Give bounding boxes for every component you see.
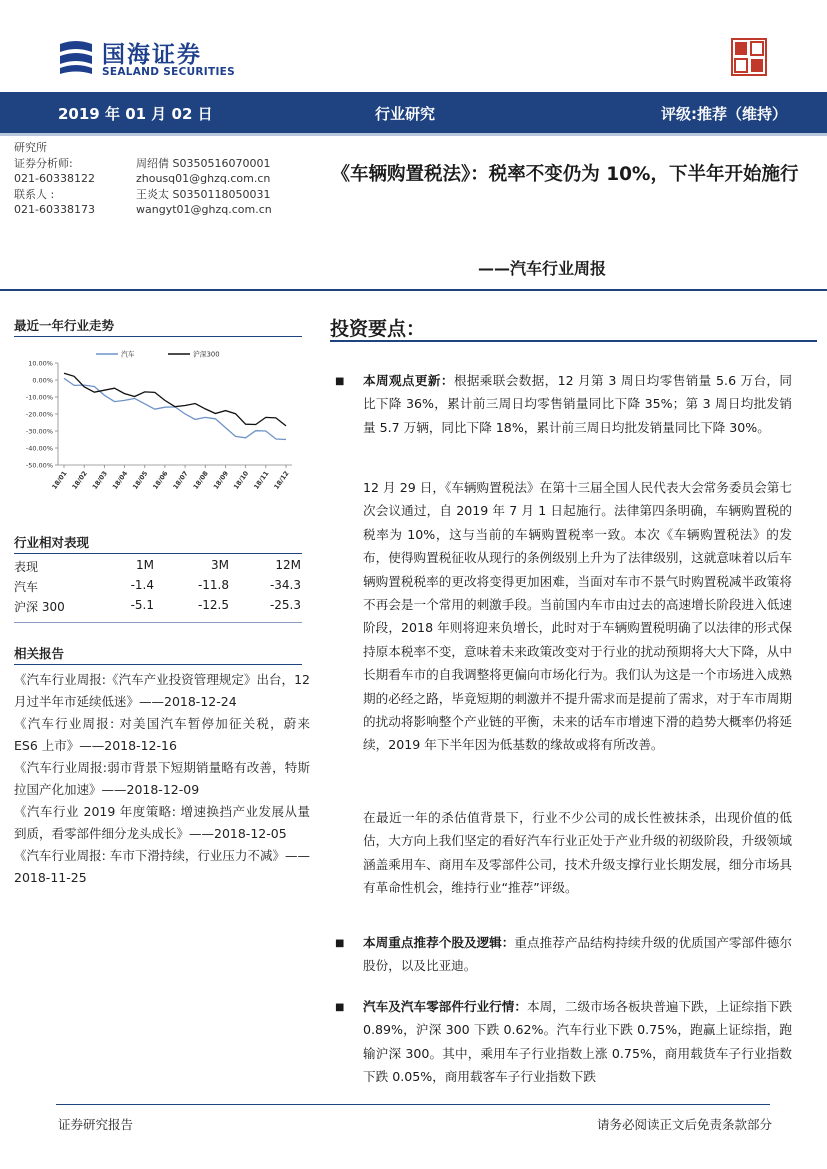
y-tick-label: 10.00% [28, 359, 53, 368]
logo-mark-icon [56, 38, 96, 76]
series-line-csi300 [64, 373, 286, 426]
x-tick-label: 18/01 [50, 469, 69, 491]
analyst-info [14, 140, 304, 218]
x-tick-label: 18/02 [70, 469, 89, 491]
x-tick-label: 18/12 [272, 469, 291, 491]
valuation-paragraph: 在最近一年的杀估值背景下，行业不少公司的成长性被抹杀，出现价值的低估，大方向上我们坚定的看好汽车行业正处于产业升级的初级阶段，升级领域涵盖乘用车、商用车及零部件公司，技术升级支撑行业长期发展，细分市场具有革命性机会，维持行业“推荐”评级。 [363, 810, 792, 896]
seal-stamp-icon [731, 38, 767, 76]
x-tick-label: 18/05 [131, 469, 150, 491]
report-category: 行业研究 [375, 105, 436, 123]
x-tick-label: 18/09 [211, 469, 231, 491]
report-title: 《车辆购置税法》：税率不变仍为 10%，下半年开始施行 [331, 164, 799, 185]
footer-left: 证券研究报告 [58, 1117, 134, 1132]
related-report-link[interactable]: 《汽车行业周报: 对美国汽车暂停加征关税，蔚来 ES6 上市》——2018-12-16 [14, 716, 310, 753]
related-report-link[interactable]: 《汽车行业 2019 年度策略: 增速换挡产业发展从量到质，看零部件细分龙头成长》——2018-12-05 [14, 804, 310, 841]
x-tick-label: 18/04 [110, 469, 130, 491]
trend-chart [14, 345, 304, 495]
paragraph-label: 本周观点更新： [363, 373, 454, 388]
perf-header-row: 表现 1M 3M 12M [14, 558, 301, 574]
x-tick-label: 18/06 [151, 469, 170, 491]
legend-label: 沪深300 [193, 350, 220, 359]
y-tick-label: -10.00% [25, 393, 53, 402]
reports-divider [14, 664, 302, 665]
paragraph-label: 本周重点推荐个股及逻辑： [363, 935, 515, 950]
perf-bottom-divider [14, 622, 302, 623]
related-report-link[interactable]: 《汽车行业周报:弱市背景下短期销量略有改善，特斯拉国产化加速》——2018-12-09 [14, 760, 310, 797]
x-tick-label: 18/10 [231, 469, 251, 491]
perf-row: 沪深 300 -5.1 -12.5 -25.3 [14, 598, 301, 614]
legend-label: 汽车 [121, 350, 135, 359]
main-divider [330, 340, 817, 342]
header-divider [0, 289, 827, 291]
purchase-tax-paragraph: 12 月 29 日，《车辆购置税法》在第十三届全国人民代表大会常务委员会第七次会议通过，自 2019 年 7 月 1 日起施行。法律第四条明确，车辆购置税的税率为 10%，这与当前的车辆购置税率一致。本次《车辆购置税法》的发布，使得购置税征收从现行的条例级别上升为了法律级别，这就意味着以后车辆购置税税率的更改将变得更加困难，当面对车市不景气时购置税减半政策将不再会是一个常用的刺激手段。当前国内车市由过去的高速增长阶段进入低速阶段，2018 年则将迎来负增长，此时对于车辆购置税明确了以法律的形式保持原本税率不变，意味着未来政策改变对于行业的扰动预期将大大下降，从中长期看车市的自我调整将更偏向市场化行为。我们认为这是一个市场进入成熟期的必经之路，毕竟短期的刺激并不提升需求而是提前了需求，对于车市周期的扰动将影响整个产业链的平衡，未来的话车市增速下滑的趋势大概率仍将延续，2019 年下半年因为低基数的缘故或将有所改善。 [363, 480, 792, 753]
y-tick-label: -20.00% [25, 410, 53, 419]
report-date: 2019 年 01 月 02 日 [58, 105, 213, 123]
report-subtitle: ——汽车行业周报 [478, 259, 607, 278]
footer-divider [56, 1104, 770, 1105]
y-tick-label: -40.00% [25, 444, 53, 453]
market-paragraph: 汽车及汽车零部件行业行情：本周，二级市场各板块普遍下跌，上证综指下跌 0.89%，沪深 300 下跌 0.62%。汽车行业下跌 0.75%，跑赢上证综指，跑输沪深 300。其中，乘用车子行业指数上涨 0.75%，商用载货车子行业指数下跌 0.05%，商用载客车子行业指数下跌 [363, 999, 792, 1085]
analyst-row: 021-60338122 zhousq01@ghzq.com.cn [14, 172, 271, 185]
y-tick-label: 0.00% [32, 376, 53, 385]
weekly-view-paragraph: 本周观点更新：根据乘联会数据，12 月第 3 周日均零售销量 5.6 万台，同比下降 36%，累计前三周日均零售销量同比下降 35%；第 3 周日均批发销量 5.7 万辆，同比下降 18%，累计前三周日均批发销量同比下降 30%。 [363, 373, 792, 435]
related-report-link[interactable]: 《汽车行业周报: 车市下滑持续，行业压力不减》——2018-11-25 [14, 848, 310, 885]
investment-highlights-heading: 投资要点： [330, 318, 426, 340]
perf-table [14, 556, 304, 616]
series-line-auto [64, 378, 286, 439]
analyst-row: 联系人 : 王炎太 S0350118050031 [14, 187, 271, 201]
footer-disclaimer: 请务必阅读正文后免责条款部分 [596, 1117, 772, 1132]
perf-divider [14, 553, 302, 554]
y-tick-label: -50.00% [25, 461, 53, 470]
bullet-icon: ■ [335, 938, 345, 949]
trend-heading: 最近一年行业走势 [14, 318, 115, 333]
company-logo [56, 36, 256, 86]
logo-text-cn: 国海证券 [102, 42, 202, 68]
reports-heading: 相关报告 [14, 646, 65, 661]
header-band [0, 92, 827, 136]
x-tick-label: 18/11 [252, 469, 271, 491]
bullet-icon: ■ [335, 1002, 345, 1013]
paragraph-label: 汽车及汽车零部件行业行情： [363, 999, 528, 1014]
bullet-icon: ■ [335, 376, 345, 387]
analyst-row: 021-60338173 wangyt01@ghzq.com.cn [14, 203, 272, 216]
x-tick-label: 18/08 [191, 469, 210, 491]
x-tick-label: 18/03 [90, 469, 110, 491]
analyst-row: 证券分析师: 周绍倩 S0350516070001 [14, 156, 271, 170]
x-tick-label: 18/07 [171, 469, 190, 491]
stock-picks-paragraph: 本周重点推荐个股及逻辑：重点推荐产品结构持续升级的优质国产零部件德尔股份，以及比亚迪。 [363, 935, 793, 974]
related-report-link[interactable]: 《汽车行业周报:《汽车产业投资管理规定》出台，12 月过半年市延续低迷》——2018-12-24 [14, 672, 310, 709]
perf-row: 汽车 -1.4 -11.8 -34.3 [14, 578, 301, 594]
report-rating: 评级:推荐（维持） [661, 105, 787, 123]
trend-divider [14, 336, 302, 337]
y-tick-label: -30.00% [25, 427, 53, 436]
research-dept: 研究所 [14, 141, 47, 154]
related-reports [14, 669, 310, 889]
logo-text-en: SEALAND SECURITIES [102, 66, 235, 78]
perf-heading: 行业相对表现 [14, 535, 90, 550]
